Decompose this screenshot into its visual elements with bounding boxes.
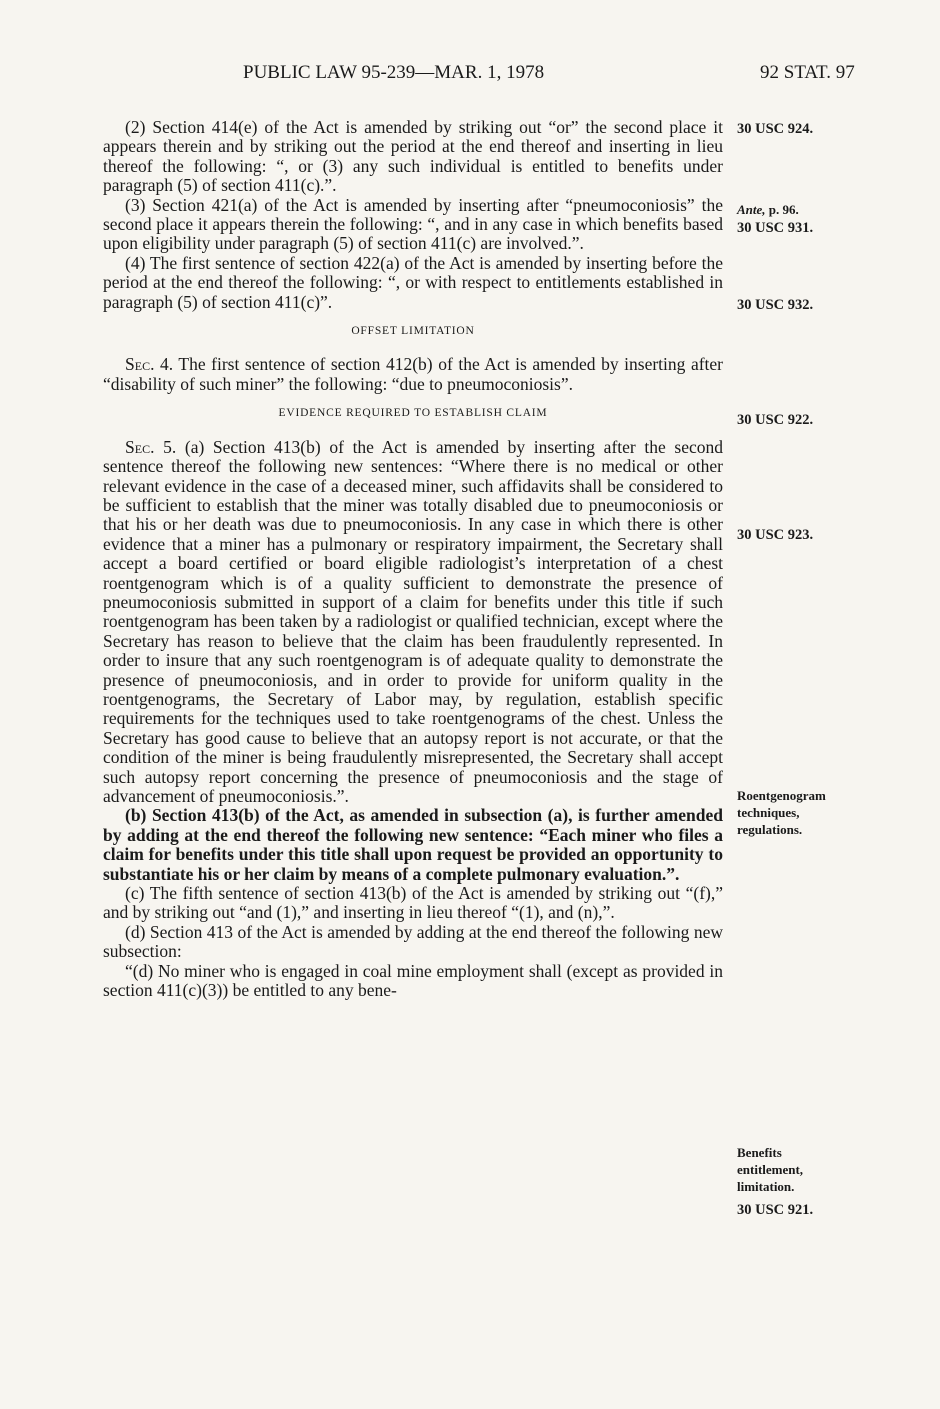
margin-note-usc931: 30 USC 931. (737, 220, 814, 236)
section-5a-text: (a) Section 413(b) of the Act is amended by inserting after the second sentence thereof the following new sentences: “Where there is no medical or other relevant evidence in the case of a deceased miner, such affidavits shall be considered to be sufficient to establish that the miner was totally disabled due to pneumoconiosis or that his or her death was due to pneumoconiosis. In any case in which there is other evidence that a miner has a pulmonary or respiratory impairment, the Secretary shall accept a board certified or board eligible radiologist’s interpretation of a chest roentgenogram which is of a quality sufficient to demonstrate the presence of pneumoconiosis submitted in support of a claim for benefits under this title if such roentgenogram has been taken by a radiologist or qualified technician, except where the Secretary has reason to believe that the claim has been fraudulently represented. In order to insure that any such roentgenogram is of adequate quality to demonstrate the presence of pneumoconiosis, and in order to provide for uniform quality in the roentgenograms, the Secretary of Labor may, by regulation, establish specific requirements for the techniques used to take roentgenograms of the chest. Unless the Secretary has good cause to believe that an autopsy report is not accurate, or that the condition of the miner is being fraudulently misrepresented, the Secretary shall accept such autopsy report concerning the presence of pneumoconiosis and the stage of advancement of pneumoconiosis.”. (103, 436, 723, 806)
margin-note-usc924: 30 USC 924. (737, 121, 814, 137)
section-4-text: The first sentence of section 412(b) of the Act is amended by inserting after “disability of such miner” the following: “due to pneumoconiosis”. (103, 354, 723, 394)
margin-note-usc922: 30 USC 922. (737, 412, 814, 428)
body-text (103, 118, 723, 1000)
section-heading-offset: OFFSET LIMITATION (351, 325, 475, 338)
margin-note-benefits-2: entitlement, (737, 1162, 804, 1177)
margin-note-roentgenogram-3: regulations. (737, 822, 803, 837)
margin-note-ante (737, 201, 799, 218)
section-5a (103, 438, 723, 807)
section-5-label: Sec. 5. (125, 436, 177, 457)
paragraph-4: (4) The first sentence of section 422(a) of the Act is amended by inserting before the period at the end thereof the following: “, or with respect to entitlements established in paragraph (5) of section 411(c)”. (103, 252, 723, 312)
margin-note-benefits-3: limitation. (737, 1179, 795, 1194)
margin-note-usc923: 30 USC 923. (737, 527, 814, 543)
section-5d-quote: “(d) No miner who is engaged in coal mine employment shall (except as provided in section 411(c)(3)) be entitled to any bene- (103, 960, 723, 1001)
section-4 (103, 355, 723, 394)
section-5c: (c) The fifth sentence of section 413(b) of the Act is amended by striking out “(f),” and by striking out “and (1),” and inserting in lieu thereof “(1), and (n),”. (103, 883, 723, 923)
margin-note-roentgenogram-1: Roentgenogram (737, 788, 826, 803)
paragraph-2: (2) Section 414(e) of the Act is amended by striking out “or” the second place it appears therein and by striking out the period at the end thereof and inserting in lieu thereof the following: “, or (3) any such individual is entitled to benefits under paragraph (5) of section 411(c).”. (103, 117, 723, 196)
page-header (0, 62, 940, 92)
running-title: PUBLIC LAW 95-239—MAR. 1, 1978 (243, 62, 545, 83)
section-4-label: Sec. 4. (125, 354, 174, 375)
margin-note-roentgenogram-2: techniques, (737, 805, 800, 820)
margin-note-usc932: 30 USC 932. (737, 297, 814, 313)
margin-note-usc921: 30 USC 921. (737, 1202, 814, 1218)
section-5d: (d) Section 413 of the Act is amended by adding at the end thereof the following new subsection: (103, 921, 723, 962)
section-5b: (b) Section 413(b) of the Act, as amended in subsection (a), is further amended by adding at the end thereof the following new sentence: “Each miner who files a claim for benefits under this title shall upon request be provided an opportunity to substantiate his or her claim by means of a complete pulmonary evaluation.”. (103, 805, 723, 884)
paragraph-3: (3) Section 421(a) of the Act is amended by inserting after “pneumoconiosis” the second place it appears therein the following: “, and in any case in which benefits based upon eligibility under paragraph (5) of section 411(c) are involved.”. (103, 194, 723, 254)
section-heading-evidence: EVIDENCE REQUIRED TO ESTABLISH CLAIM (278, 407, 548, 420)
margin-note-benefits-1: Benefits (737, 1145, 782, 1160)
stat-page-number: 92 STAT. 97 (760, 62, 855, 83)
ante-italic: Ante, (737, 202, 766, 217)
ante-page: p. 96. (765, 202, 799, 217)
